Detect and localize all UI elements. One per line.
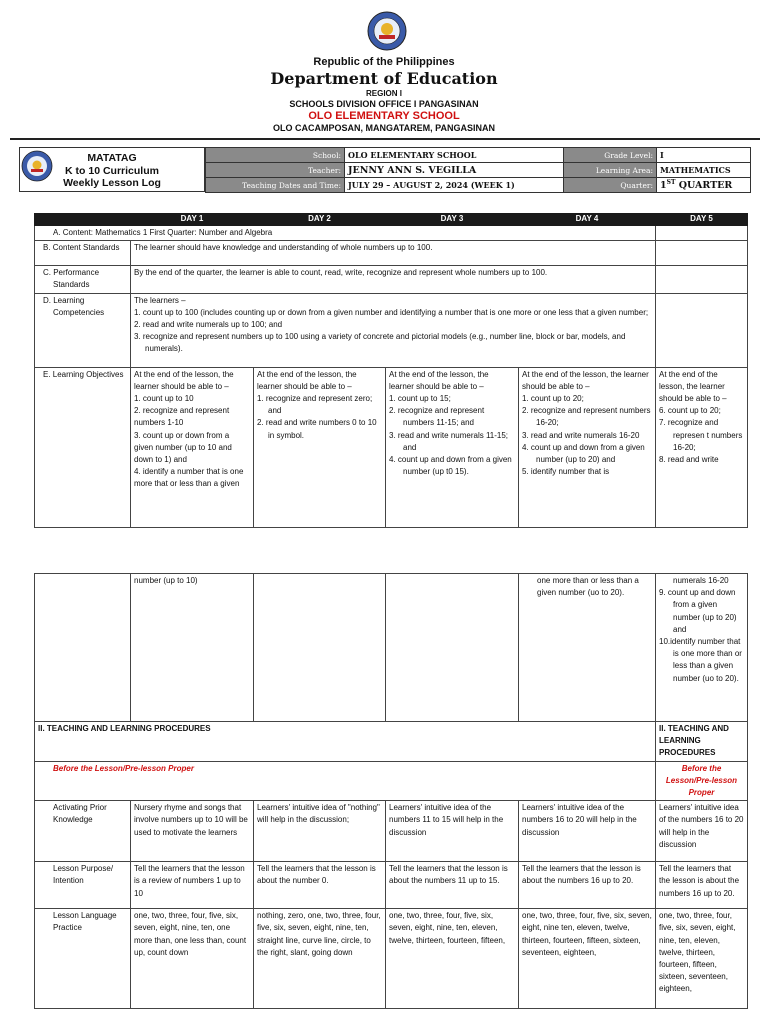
content-standards-label: B. Content Standards [35,241,131,266]
republic-heading: Republic of the Philippines [313,56,455,68]
empty-cell [254,574,386,722]
matatag-line3: Weekly Lesson Log [63,177,161,189]
matatag-line1: MATATAG [87,152,137,164]
objectives-day1-cont: number (up to 10) [131,574,254,722]
objective-item: 4. identify a number that is one more that or less than a given [134,467,244,489]
objectives-day3 [386,367,519,527]
quarter-sup: ST [666,178,676,186]
quarter-text: QUARTER [675,180,733,192]
region-heading: REGION I [365,89,402,98]
quarter-num: 1 [660,180,667,192]
objective-item: numerals 16-20 [673,576,729,585]
objective-item: 3. read and write numerals 16-20 [522,430,640,440]
lesson-purpose-day4: Tell the learners that the lesson is about the numbers 16 up to 20. [519,862,656,909]
objective-item: 4. count up and down from a given number (up t0 15). [389,455,512,477]
area-label: Learning Area: [564,163,657,178]
objectives-day4-cont: one more than or less than a given number (uo to 20). [519,574,656,722]
lesson-purpose-day3: Tell the learners that the lesson is about the numbers 11 up to 15. [386,862,519,909]
objective-item: 1. count up to 15; [389,394,451,404]
language-practice-day3: one, two, three, four, five, six, seven, eight, nine, ten, eleven, twelve, thirteen, fourteen, fifteen, [386,909,519,1009]
before-lesson-text: Before the Lesson/Pre-lesson Proper [665,763,738,798]
prior-knowledge-day1: Nursery rhyme and songs that involve numbers up to 10 will be used to motivate the learners [131,801,254,862]
objective-item: 4. count up and down from a given number (up to 20) and [522,442,645,465]
objective-intro: At the end of the lesson, the learner should be able to – [257,369,357,391]
performance-standards-text: By the end of the quarter, the learner is able to count, read, write, recognize and represent whole numbers up to 100. [131,266,656,293]
address-heading: OLO CACAMPOSAN, MANGATAREM, PANGASINAN [273,123,495,133]
objectives-label: E. Learning Objectives [35,367,131,527]
objective-intro: At the end of the lesson, the learner should be able to – [659,369,727,404]
grade-label: Grade Level: [564,148,657,163]
lesson-purpose-day2: Tell the learners that the lesson is about the number 0. [254,862,386,909]
school-label: School: [206,148,345,163]
objective-item: 3. read and write numerals 11-15; and [389,430,509,452]
teacher-value: JENNY ANN S. VEGILLA [345,163,564,178]
objectives-day2 [254,367,386,527]
objective-item: 3. count up or down from a given number (up to 10 and down to 1) and [134,430,232,465]
matatag-title [52,152,172,190]
performance-standards-label: C. Performance Standards [35,266,131,293]
day-header: DAY 2 [254,214,386,226]
prior-knowledge-day4: Learners' intuitive idea of the numbers 16 to 20 will help in the discussion [519,801,656,862]
section-two-heading-day5: II. TEACHING AND LEARNING PROCEDURES [656,722,748,762]
header-blank [35,214,131,226]
objective-item: 2. recognize and represent numbers 16-20; [522,406,651,428]
objective-item: 10.identify number that is one more than or less than a given number (uo to 20). [659,637,742,683]
lesson-log-table [34,213,748,528]
prior-knowledge-day5: Learners' intuitive idea of the numbers 16 to 20 will help in the discussion [656,801,748,862]
language-practice-day1: one, two, three, four, five, six, seven, eight, nine, ten, one more than, one less than, count up, count down [131,909,254,1009]
language-practice-day2: nothing, zero, one, two, three, four, five, six, seven, eight, nine, ten, straight line, curve line, circle, to the right, slant, going down [254,909,386,1009]
day-header: DAY 5 [656,214,748,226]
deped-seal-logo [367,11,407,51]
prior-knowledge-day3: Learners' intuitive idea of the numbers 11 to 15 will help in the discussion [386,801,519,862]
lesson-log-table-continued [34,573,748,1009]
language-practice-day5: one, two, three, four, five, six, seven, eight, nine, ten, eleven, twelve, thirteen, fourteen, fifteen, sixteen, seventeen, eighteen, [656,909,748,1009]
before-lesson-text: Before the Lesson/Pre-lesson Proper [53,763,194,773]
objectives-day4 [519,367,656,527]
objectives-day5-cont [656,574,748,722]
objectives-day5 [656,367,748,527]
grade-value: I [657,148,751,163]
dates-value: JULY 29 – AUGUST 2, 2024 (WEEK 1) [345,178,564,193]
dates-label: Teaching Dates and Time: [206,178,345,193]
empty-cell [656,266,748,293]
competencies-label: D. Learning Competencies [35,293,131,367]
content-standards-text: The learner should have knowledge and understanding of whole numbers up to 100. [131,241,656,266]
objective-item: 1. recognize and represent zero; and [257,394,373,416]
prior-knowledge-label: Activating Prior Knowledge [35,801,131,862]
empty-cell [35,574,131,722]
content-row: A. Content: Mathematics 1 First Quarter: Number and Algebra [35,226,656,241]
before-lesson-heading [35,761,656,801]
objective-item: 1. count up to 20; [522,394,584,404]
objective-item: 7. recognize and represen t numbers 16-20; [659,418,743,452]
before-lesson-heading-day5 [656,761,748,801]
deped-seal-small-logo [21,150,53,182]
department-heading: Department of Education [270,69,498,88]
objective-intro: At the end of the lesson, the learner should be able to – [134,369,234,391]
objective-item: 9. count up and down from a given number (up to 20) and [659,588,737,634]
info-table [205,147,751,193]
header-divider [10,138,760,140]
day-header: DAY 1 [131,214,254,226]
objective-intro: At the end of the lesson, the learner should be able to – [522,369,649,391]
quarter-value [657,178,751,193]
competency-item: 1. count up to 100 (includes counting up or down from a given number and identifying a number that is one more or one less that a given number; [134,307,649,317]
section-two-heading: II. TEACHING AND LEARNING PROCEDURES [35,722,656,762]
matatag-line2: K to 10 Curriculum [65,164,159,177]
lesson-purpose-day5: Tell the learners that the lesson is about the numbers 16 up to 20. [656,862,748,909]
day-header: DAY 3 [386,214,519,226]
competency-intro: The learners – [134,295,186,305]
objective-item: 2. recognize and represent numbers 11-15; and [389,406,485,428]
competency-item: 2. read and write numerals up to 100; and [134,320,283,330]
language-practice-label: Lesson Language Practice [35,909,131,1009]
competency-item: 3. recognize and represent numbers up to 100 using a variety of concrete and pictorial models (e.g., number line, block or bar, models, and numerals). [134,332,626,354]
objective-item: 2. recognize and represent numbers 1-10 [134,406,230,428]
empty-cell [386,574,519,722]
day-header: DAY 4 [519,214,656,226]
objective-item: 6. count up to 20; [659,406,721,416]
division-heading: SCHOOLS DIVISION OFFICE I PANGASINAN [289,99,479,109]
language-practice-day4: one, two, three, four, five, six, seven, eight, nine ten, eleven, twelve, thirteen, fourteen, fifteen, sixteen, seventeen, eighteen, [519,909,656,1009]
objective-item: 1. count up to 10 [134,394,194,404]
empty-cell [656,241,748,266]
teacher-label: Teacher: [206,163,345,178]
lesson-purpose-day1: Tell the learners that the lesson is a review of numbers 1 up to 10 [131,862,254,909]
lesson-purpose-label: Lesson Purpose/ Intention [35,862,131,909]
objective-item: 2. read and write numbers 0 to 10 in symbol. [257,418,377,440]
objective-item: 8. read and write [659,455,719,465]
quarter-label: Quarter: [564,178,657,193]
empty-cell [656,293,748,367]
objective-intro: At the end of the lesson, the learner should be able to – [389,369,489,391]
empty-cell [656,226,748,241]
area-value: MATHEMATICS [657,163,751,178]
prior-knowledge-day2: Learners' intuitive idea of "nothing" will help in the discussion; [254,801,386,862]
competencies-text [131,293,656,367]
objectives-day1 [131,367,254,527]
school-value: OLO ELEMENTARY SCHOOL [345,148,564,163]
objective-item: 5. identify number that is [522,467,610,477]
school-heading: OLO ELEMENTARY SCHOOL [308,110,460,122]
